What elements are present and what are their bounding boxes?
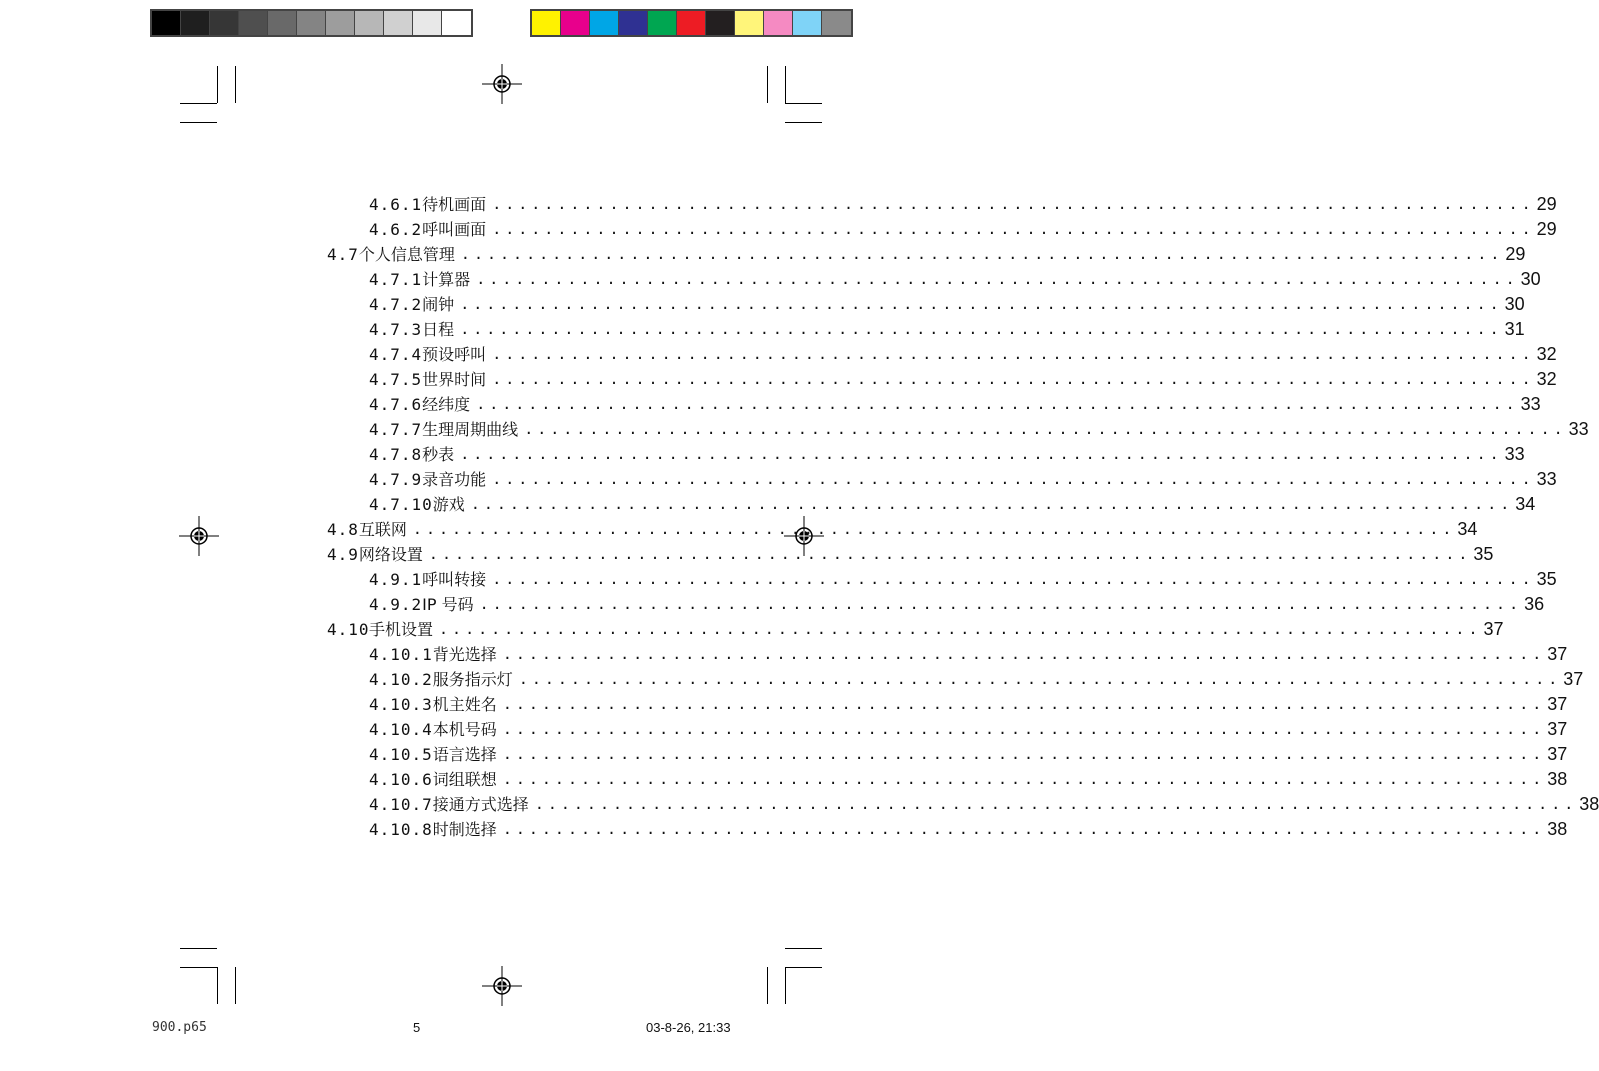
toc-leader-dots: ................................................................................ [412,520,1456,538]
toc-entry-title: 生理周期曲线 [422,420,519,439]
toc-leader-dots: ................................................................................ [502,770,1546,788]
toc-entry-page: 31 [1504,319,1525,339]
toc-entry-number: 4.10.1 [369,645,433,664]
toc-entry-title: 待机画面 [422,195,487,214]
toc-entry-title: 机主姓名 [432,695,497,714]
toc-entry-title: 语言选择 [432,745,497,764]
toc-leader-dots: ................................................................................ [502,745,1546,763]
toc-leader-dots: ................................................................................ [502,820,1546,838]
toc-entry[interactable] [369,417,1589,442]
toc-entry-number: 4.6.2 [369,220,423,239]
toc-entry[interactable] [369,292,1525,317]
footer-page-number: 5 [413,1020,421,1035]
toc-entry-title: 经纬度 [422,395,471,414]
toc-entry-title: 个人信息管理 [358,245,455,264]
toc-entry-number: 4.7.6 [369,395,423,414]
toc-entry-number: 4.7.1 [369,270,423,289]
toc-leader-dots: ................................................................................ [428,545,1472,563]
toc-entry-page: 33 [1568,419,1589,439]
toc-entry[interactable] [369,817,1568,842]
toc-entry-page: 36 [1524,594,1545,614]
toc-entry[interactable] [369,392,1541,417]
toc-entry-number: 4.7.5 [369,370,423,389]
toc-entry[interactable] [369,767,1568,792]
footer-filename: 900.p65 [152,1020,207,1035]
toc-entry-page: 37 [1563,669,1584,689]
toc-entry-number: 4.9.2 [369,595,423,614]
toc-entry-page: 30 [1520,269,1541,289]
toc-entry-number: 4.10.6 [369,770,433,789]
toc-entry-page: 35 [1473,544,1494,564]
toc-entry[interactable] [369,267,1541,292]
toc-entry-page: 37 [1483,619,1504,639]
toc-entry-number: 4.10.3 [369,695,433,714]
toc-entry[interactable] [369,717,1568,742]
toc-entry[interactable] [327,617,1504,642]
toc-leader-dots: ................................................................................ [460,445,1503,463]
toc-entry-title: 背光选择 [432,645,497,664]
toc-entry[interactable] [369,567,1557,592]
toc-entry-number: 4.7.7 [369,420,423,439]
toc-entry[interactable] [369,692,1568,717]
toc-entry-number: 4.10.7 [369,795,433,814]
toc-entry-page: 37 [1547,744,1568,764]
toc-entry-page: 34 [1457,519,1478,539]
toc-leader-dots: ................................................................................ [439,620,1482,638]
toc-entry-page: 29 [1536,194,1557,214]
toc-entry-title: 闹钟 [422,295,455,314]
toc-entry-number: 4.9.1 [369,570,423,589]
toc-entry-title: 预设呼叫 [422,345,487,364]
toc-entry-number: 4.10 [327,620,370,639]
toc-entry-page: 33 [1520,394,1541,414]
toc-entry-page: 29 [1505,244,1526,264]
toc-entry[interactable] [327,242,1526,267]
toc-entry-title: 计算器 [422,270,471,289]
toc-entry-page: 38 [1547,819,1568,839]
toc-entry-page: 35 [1536,569,1557,589]
toc-entry-number: 4.10.5 [369,745,433,764]
toc-entry-title: 本机号码 [432,720,497,739]
toc-entry-number: 4.7.2 [369,295,423,314]
toc-entry-page: 33 [1504,444,1525,464]
toc-leader-dots: ................................................................................ [524,420,1567,438]
toc-entry[interactable] [327,542,1494,567]
toc-entry-title: 世界时间 [422,370,487,389]
toc-leader-dots: ................................................................................ [460,245,1504,263]
toc-entry-number: 4.10.2 [369,670,433,689]
toc-entry[interactable] [369,642,1568,667]
toc-entry-title: 录音功能 [422,470,487,489]
toc-leader-dots: ................................................................................ [460,320,1503,338]
toc-entry[interactable] [369,217,1557,242]
toc-entry-title: 接通方式选择 [432,795,529,814]
toc-entry-title: 呼叫转接 [422,570,487,589]
toc-leader-dots: ................................................................................ [502,720,1546,738]
toc-leader-dots: ................................................................................ [492,195,1535,213]
toc-entry-number: 4.9 [327,545,359,564]
toc-entry-page: 32 [1536,344,1557,364]
toc-entry[interactable] [369,467,1557,492]
toc-entry[interactable] [369,592,1545,617]
toc-entry-number: 4.7.9 [369,470,423,489]
toc-entry-title: 呼叫画面 [422,220,487,239]
toc-entry-title: 服务指示灯 [432,670,513,689]
toc-entry-page: 38 [1579,794,1599,814]
toc-leader-dots: ................................................................................ [492,470,1535,488]
toc-leader-dots: ................................................................................ [534,795,1578,813]
toc-entry[interactable] [369,342,1557,367]
toc-leader-dots: ................................................................................ [518,670,1562,688]
toc-entry-title: 网络设置 [358,545,423,564]
toc-entry-title: 词组联想 [432,770,497,789]
toc-entry-page: 37 [1547,719,1568,739]
toc-entry-number: 4.7.10 [369,495,433,514]
toc-entry-title: 互联网 [358,520,407,539]
toc-leader-dots: ................................................................................ [492,570,1535,588]
toc-leader-dots: ................................................................................ [479,595,1523,613]
toc-leader-dots: ................................................................................ [492,220,1535,238]
toc-entry-page: 33 [1536,469,1557,489]
toc-entry-title: 手机设置 [369,620,434,639]
toc-entry-page: 30 [1504,294,1525,314]
toc-entry[interactable] [369,667,1584,692]
toc-entry-title: 秒表 [422,445,455,464]
toc-entry-title: 游戏 [432,495,465,514]
toc-leader-dots: ................................................................................ [492,370,1535,388]
toc-entry-title: 时制选择 [432,820,497,839]
toc-entry[interactable] [369,742,1568,767]
toc-leader-dots: ................................................................................ [492,345,1535,363]
toc-entry-page: 38 [1547,769,1568,789]
toc-entry-page: 29 [1536,219,1557,239]
toc-entry-number: 4.6.1 [369,195,423,214]
toc-entry-number: 4.7.4 [369,345,423,364]
toc-leader-dots: ................................................................................ [470,495,1514,513]
toc-entry-page: 34 [1515,494,1536,514]
toc-entry[interactable] [369,442,1525,467]
toc-leader-dots: ................................................................................ [460,295,1503,313]
toc-entry[interactable] [369,317,1525,342]
toc-leader-dots: ................................................................................ [476,395,1519,413]
toc-entry[interactable] [369,792,1599,817]
toc-entry-page: 37 [1547,644,1568,664]
toc-entry-number: 4.7 [327,245,359,264]
toc-entry-title: IP 号码 [422,595,474,614]
toc-entry-number: 4.10.8 [369,820,433,839]
toc-entry-number: 4.7.3 [369,320,423,339]
toc-entry[interactable] [327,517,1478,542]
toc-entry-number: 4.10.4 [369,720,433,739]
toc-entry-number: 4.8 [327,520,359,539]
toc-leader-dots: ................................................................................ [476,270,1519,288]
toc-entry-page: 37 [1547,694,1568,714]
toc-entry[interactable] [369,192,1557,217]
toc-entry[interactable] [369,367,1557,392]
toc-leader-dots: ................................................................................ [502,695,1546,713]
toc-entry-number: 4.7.8 [369,445,423,464]
footer-timestamp: 03-8-26, 21:33 [646,1020,731,1035]
toc-entry-page: 32 [1536,369,1557,389]
toc-leader-dots: ................................................................................ [502,645,1546,663]
toc-entry[interactable] [369,492,1536,517]
toc-entry-title: 日程 [422,320,455,339]
